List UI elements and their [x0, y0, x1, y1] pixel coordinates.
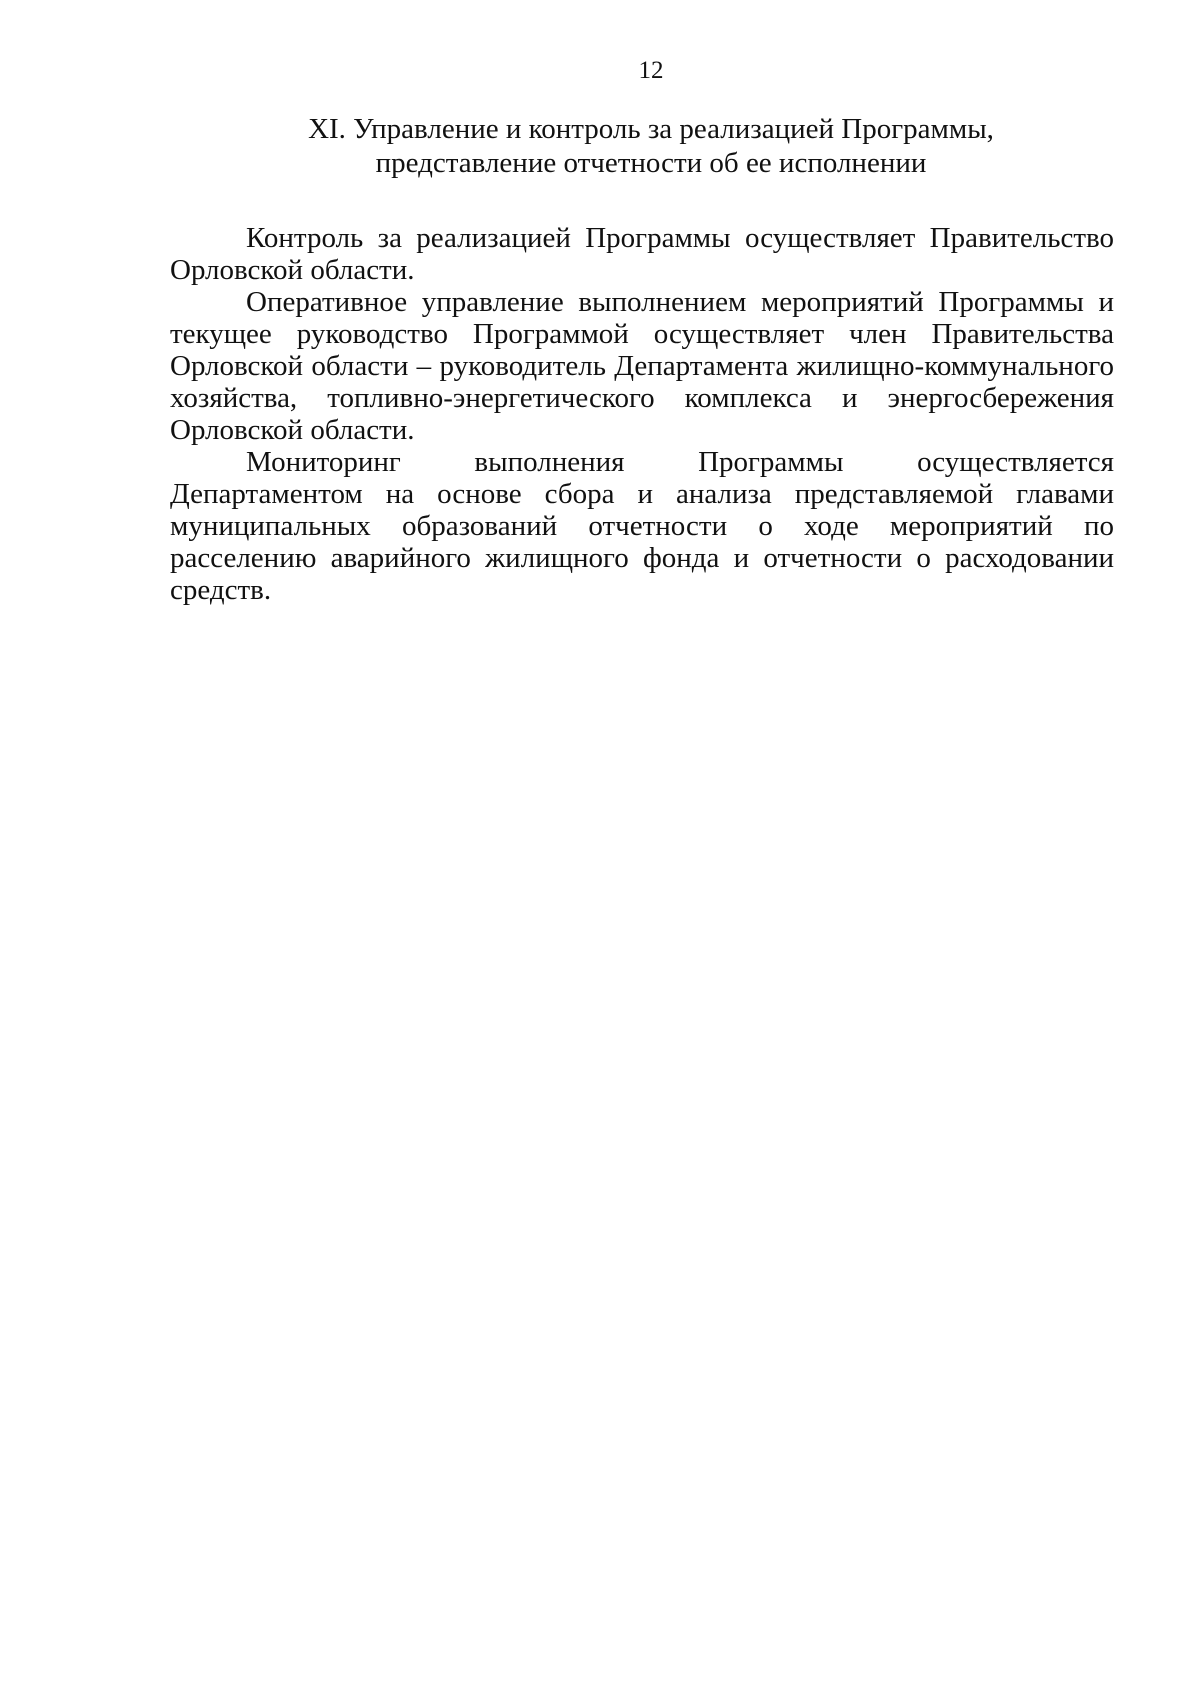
paragraph-operational-management: Оперативное управление выполнением мероприятий Программы и текущее руководство Программой осуществляет член Правительства Орловской области – руководитель Департамента жилищно-коммунального хозяйства, топливно-энергетического комплекса и энергосбережения Орловской области. — [170, 286, 1114, 446]
paragraph-monitoring: Мониторинг выполнения Программы осуществляется Департаментом на основе сбора и анализа представляемой главами муниципальных образований отчетности о ходе мероприятий по расселению аварийного жилищного фонда и отчетности о расходовании средств. — [170, 446, 1114, 606]
section-title-line-2: представление отчетности об ее исполнении — [375, 147, 927, 179]
page-number: 12 — [638, 57, 664, 84]
section-title-line-1: XI. Управление и контроль за реализацией Программы, — [308, 113, 994, 145]
paragraph-control: Контроль за реализацией Программы осуществляет Правительство Орловской области. — [170, 222, 1114, 286]
section-title — [170, 112, 1132, 180]
body-text — [170, 222, 1114, 606]
